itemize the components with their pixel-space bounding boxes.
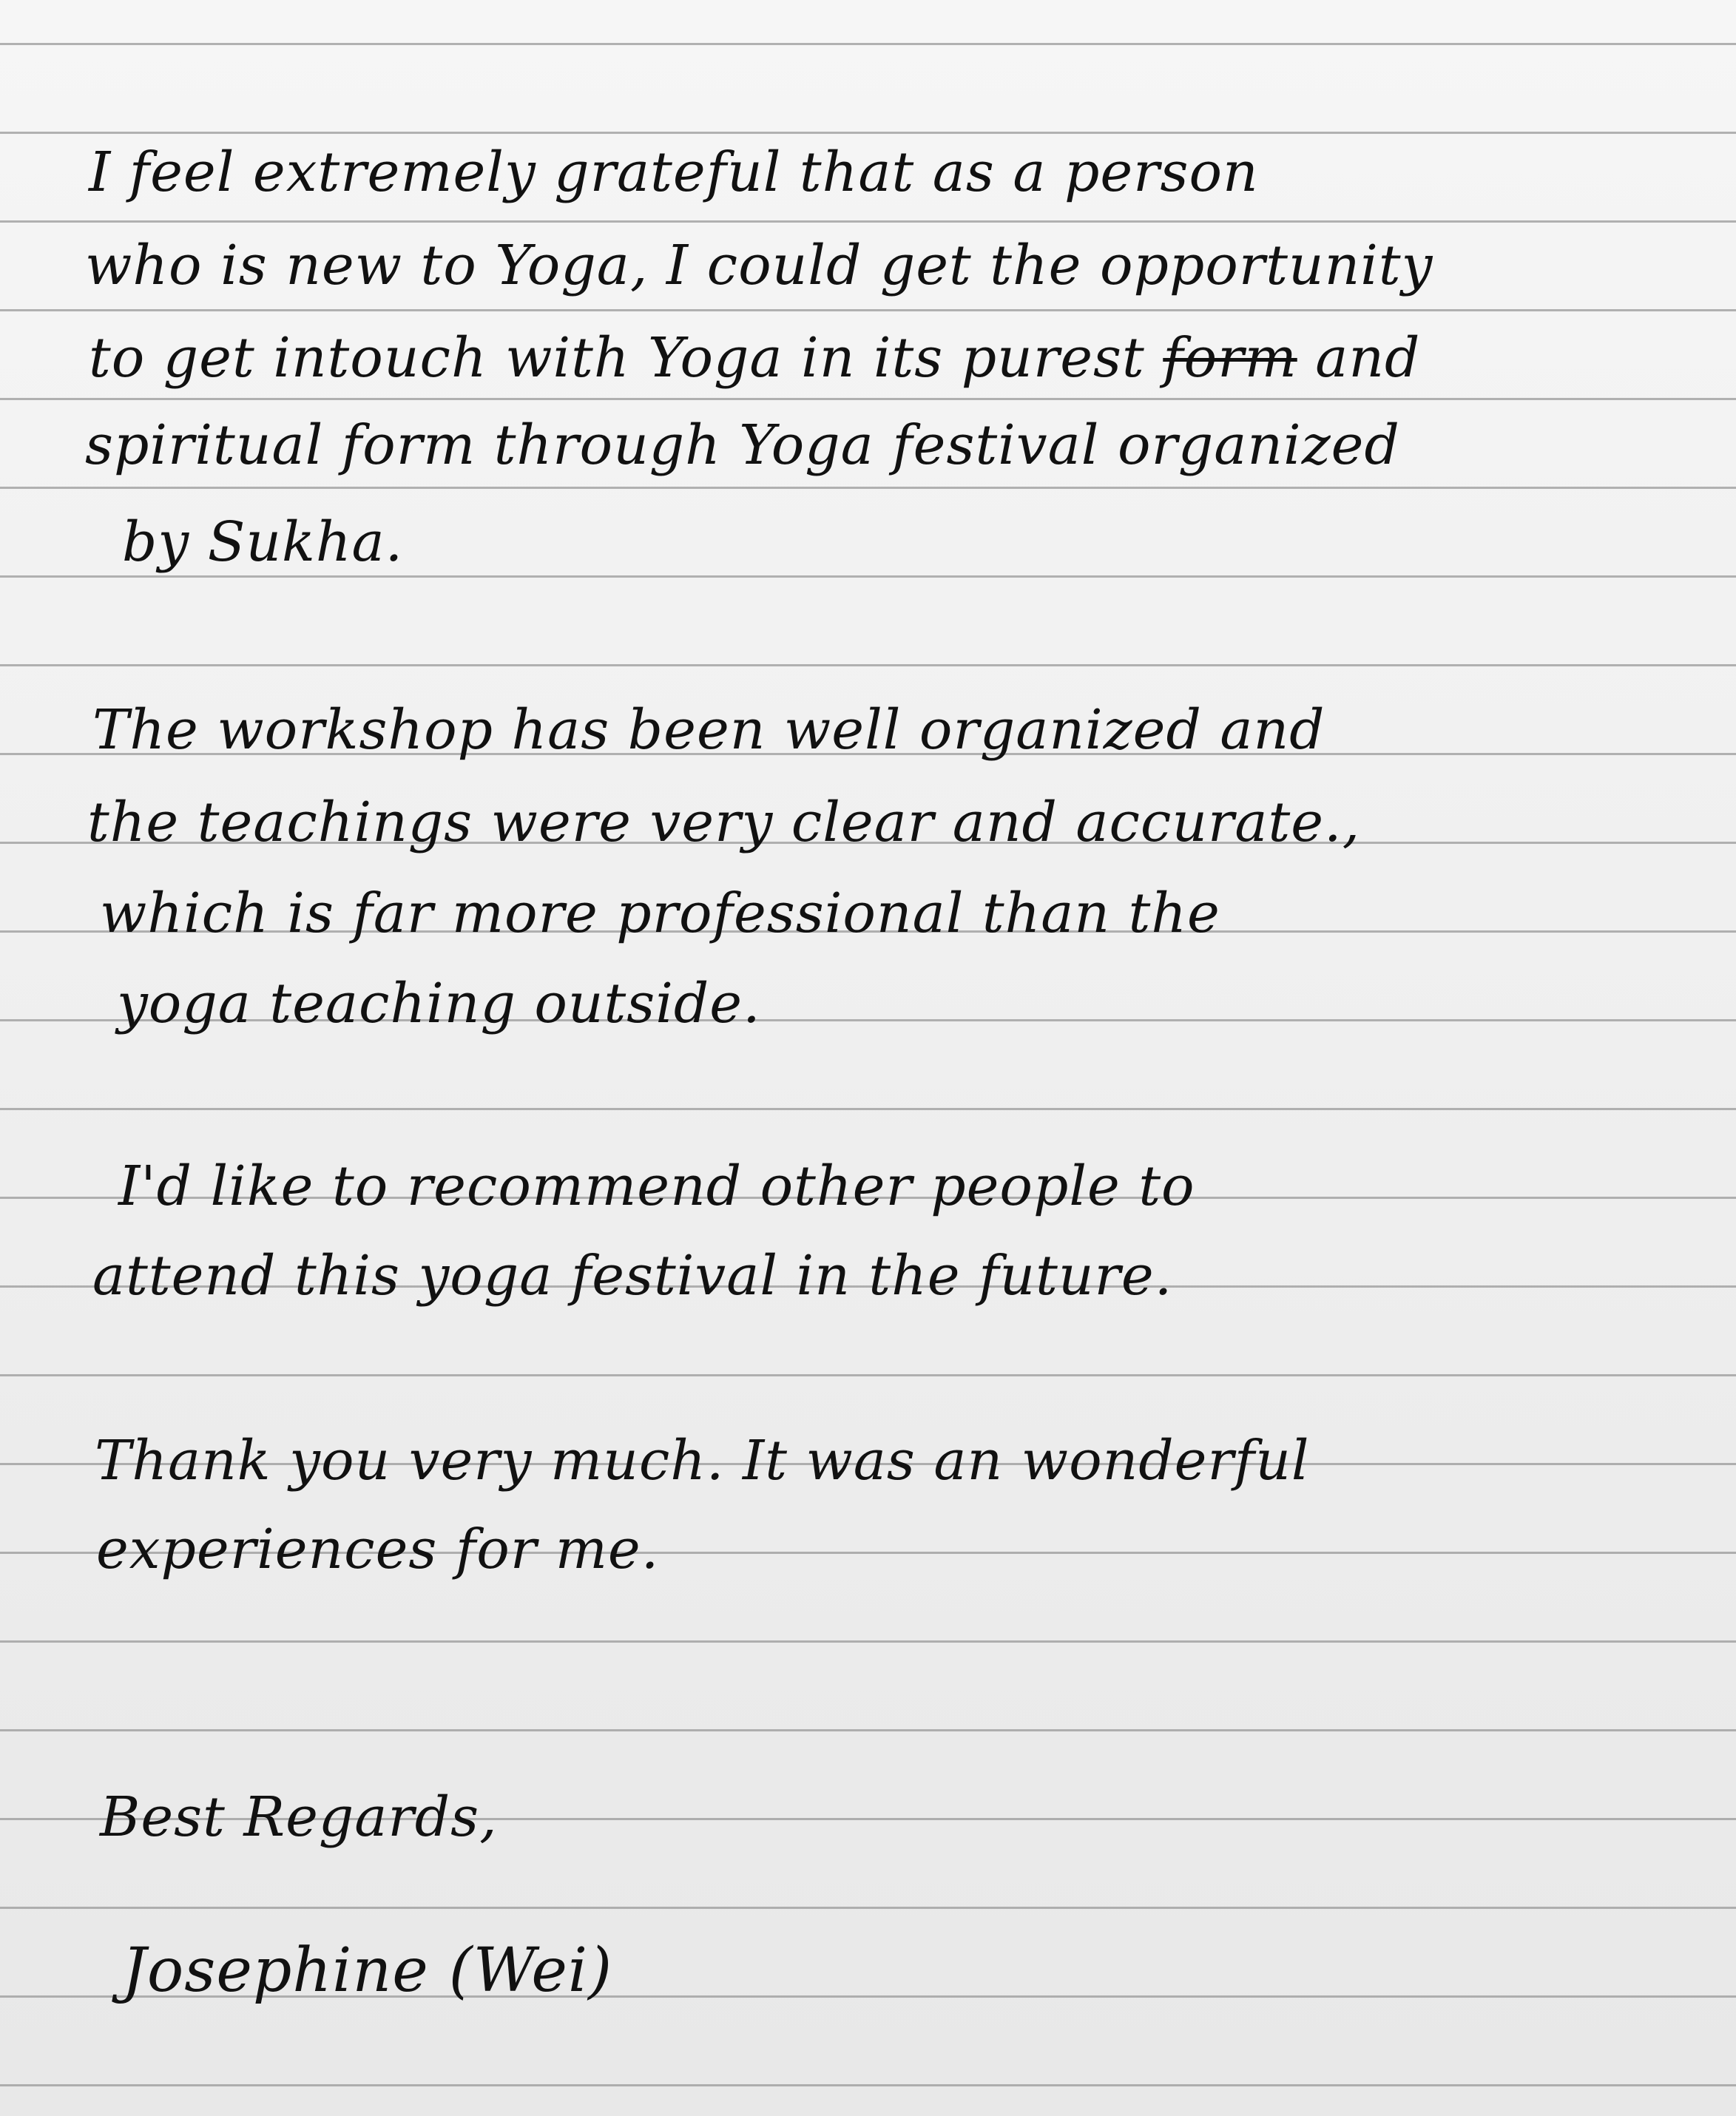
ruled-line <box>0 220 1736 223</box>
ruled-line <box>0 575 1736 578</box>
paragraph-1-line-5: by Sukha. <box>122 510 404 574</box>
ruled-line <box>0 43 1736 45</box>
struck-word: form <box>1163 326 1297 390</box>
paragraph-1-line-3-end: and <box>1315 326 1421 390</box>
paragraph-2-line-4: yoga teaching outside. <box>117 972 761 1035</box>
paragraph-4-line-2: experiences for me. <box>96 1518 660 1581</box>
paragraph-3-line-2: attend this yoga festival in the future. <box>92 1244 1173 1308</box>
signature: Josephine (Wei) <box>122 1936 613 2006</box>
ruled-line <box>0 1374 1736 1376</box>
ruled-line <box>0 309 1736 311</box>
paragraph-2-line-3: which is far more professional than the <box>100 882 1220 945</box>
ruled-line <box>0 1907 1736 1909</box>
paragraph-3-line-1: I'd like to recommend other people to <box>118 1155 1195 1218</box>
ruled-line <box>0 664 1736 666</box>
paragraph-1-line-3 <box>89 326 1421 390</box>
ruled-line <box>0 1729 1736 1731</box>
ruled-line <box>0 487 1736 489</box>
closing: Best Regards, <box>100 1785 498 1849</box>
ruled-line <box>0 398 1736 400</box>
ruled-line <box>0 2084 1736 2086</box>
paragraph-1-line-4: spiritual form through Yoga festival organized <box>85 413 1400 477</box>
ruled-line <box>0 132 1736 134</box>
paragraph-1-line-3-text: to get intouch with Yoga in its purest <box>89 326 1145 390</box>
paragraph-2-line-1: The workshop has been well organized and <box>92 698 1325 762</box>
ruled-line <box>0 1640 1736 1643</box>
paragraph-4-line-1: Thank you very much. It was an wonderful <box>95 1429 1310 1493</box>
paragraph-1-line-1: I feel extremely grateful that as a person <box>89 141 1259 204</box>
ruled-line <box>0 1108 1736 1110</box>
paragraph-2-line-2: the teachings were very clear and accurate., <box>87 791 1361 854</box>
paragraph-1-line-2: who is new to Yoga, I could get the opportunity <box>85 234 1433 297</box>
